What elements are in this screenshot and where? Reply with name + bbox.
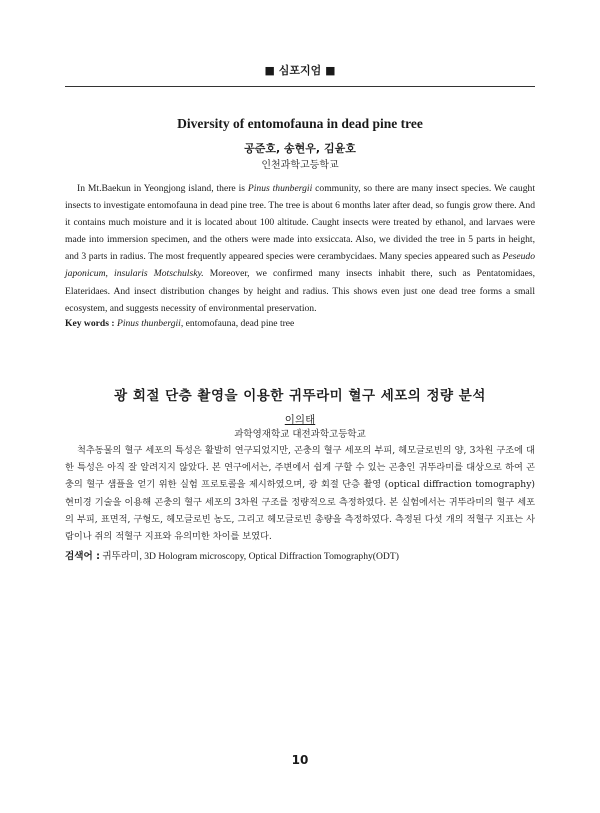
article1-affiliation: 인천과학고등학교 <box>261 160 339 171</box>
article2-abstract <box>65 442 535 545</box>
article1-abstract <box>65 180 535 317</box>
abstract-species: Pinus thunbergii <box>247 183 313 194</box>
abstract-species: Peseudo japonicum, insularis Motschulsky. <box>65 251 535 280</box>
abstract-text: 척추동물의 혈구 세포의 특성은 활발히 연구되었지만, 곤충의 혈구 세포의 부피, 헤모글로빈의 양, 3차원 구조에 대한 특성은 아직 잘 알려지지 않았다. 본 연구에서는, 주변에서 쉽게 구할 수 있는 곤충인 귀뚜라미를 대상으로 하여 곤충의 혈구 샘플을 얻기 위한 실험 프로토콜을 제시하였으며, 광 회절 단층 촬영 (optical diffraction tomography) 현미경 기술을 이용해 곤충의 혈구 세포의 3차원 구조를 정량적으로 측정하였다. 본 실험에서는 귀뚜라미의 혈구 세포의 부피, 표면적, 구형도, 헤모글로빈 농도, 그리고 헤모글로빈 총량을 측정하였다. 측정된 다섯 개의 적혈구 지표는 사람이나 쥐의 적혈구 지표와 유의미한 차이를 보였다. <box>65 445 535 543</box>
keywords-rest: , entomofauna, dead pine tree <box>180 318 295 329</box>
article1-title: Diversity of entomofauna in dead pine tree <box>177 116 423 131</box>
article1-keywords <box>65 318 535 329</box>
abstract-text: In Mt.Baekun in Yeongjong island, there is <box>77 183 248 194</box>
section-header: ■ 심포지엄 ■ <box>264 64 336 77</box>
keywords-label: Key words : <box>65 318 115 329</box>
keywords-label: 검색어 : <box>65 551 100 562</box>
article2-author-line <box>65 412 535 427</box>
header-divider <box>65 86 535 87</box>
article2-title: 광 회절 단층 촬영을 이용한 귀뚜라미 혈구 세포의 정량 분석 <box>114 388 486 404</box>
abstract-text: community, so there are many insect species. We caught insects to investigate entomofauna in dead pine tree. The tree is about 6 months later after dead, so fungis grow there. And it contains much moisture and it is located about 100 altitude. Caught insects were treated by ethanol, and larvaes were made into immersion specimen, and the others were made into exsiccata. Also, we divided the tree in 5 parts in height, and 3 parts in radius. The most frequently appeared species were cerambycidaes. Many species appeared such as <box>65 183 535 263</box>
page-number: 10 <box>291 753 309 767</box>
article2-author: 이의태 <box>284 414 316 426</box>
keyword-species: Pinus thunbergii <box>116 318 181 329</box>
article1-authors: 공준호, 송현우, 김윤호 <box>244 142 356 155</box>
abstract-text: Moreover, we confirmed many insects inhabit there, such as Pentatomidaes, Elateridaes. And insect distribution changes by height and radius. This shows even just one dead tree forms a small ecosystem, and suggests necessity of environmental preservation. <box>65 268 535 314</box>
keywords-rest: 귀뚜라미, 3D Hologram microscopy, Optical Diffraction Tomography(ODT) <box>99 551 399 562</box>
article2-affiliation: 과학영재학교 대전과학고등학교 <box>234 429 366 440</box>
article2-keywords <box>65 548 535 562</box>
